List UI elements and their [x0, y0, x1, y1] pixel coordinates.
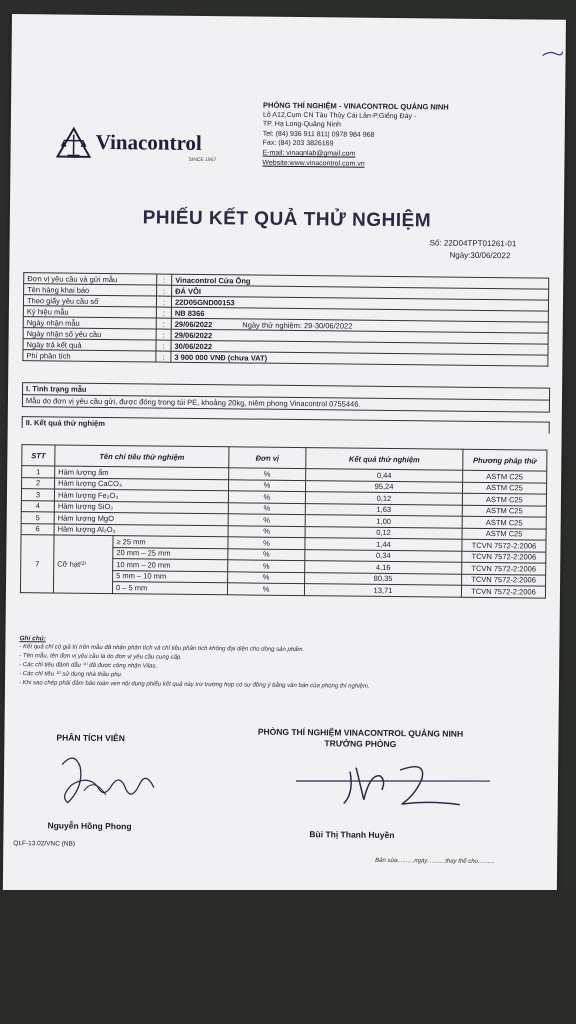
info-value: 29/06/2022 [171, 329, 548, 344]
logo-wordmark: Vinacontrol [95, 129, 202, 155]
table-row: 4 Hàm lượng SiO₂ % 1,63 ASTM C25 [21, 500, 546, 517]
table-row: 10 mm – 20 mm % 4,16 TCVN 7572-2:2006 [21, 558, 546, 575]
col-unit: Đơn vị [229, 447, 306, 469]
info-key: Đơn vị yêu cầu và gửi mẫu [24, 273, 157, 285]
lab-signature-title: PHÒNG THÍ NGHIỆM VINACONTROL QUẢNG NINH [257, 726, 464, 739]
lab-header [262, 101, 543, 171]
lab-signature-block [230, 726, 490, 751]
note-line: - Các chỉ tiêu ⁽²⁾ sử dụng nhà thầu phụ. [19, 671, 123, 679]
form-code: QLF-13.02/VNC (NB) [13, 840, 76, 848]
lab-address-2: TP. Hạ Long-Quảng Ninh [262, 120, 341, 129]
grain-size-label: Cỡ hạt⁽²⁾ [53, 535, 113, 593]
table-row: 7 Cỡ hạt⁽²⁾ ≥ 25 mm % 1,44 TCVN 7572-2:2006 [21, 535, 546, 552]
info-key: Tên hàng khai báo [24, 284, 157, 296]
analyst-name: Nguyễn Hồng Phong [47, 820, 132, 832]
sample-status-section [22, 382, 550, 413]
info-value: 3 900 000 VNĐ (chưa VAT) [171, 351, 548, 366]
info-row: Ngày nhận số yêu cầu : 29/06/2022 [23, 328, 548, 344]
info-key: Ký hiệu mẫu [23, 306, 156, 318]
lab-fax: Fax: (84) 203 3826169 [262, 140, 334, 148]
analyst-title: PHÂN TÍCH VIÊN [56, 732, 125, 744]
info-value: 22D05GND00153 [171, 296, 548, 311]
note-line: - Tên mẫu, tên đơn vị yêu cầu là do đơn vị yêu cầu cung cấp. [19, 653, 182, 661]
scale-icon [55, 126, 91, 160]
table-row: 3 Hàm lượng Fe₂O₃ % 0,12 ASTM C25 [21, 489, 546, 506]
revision-note: Bản sửa..........ngày...........thay thế cho.......... [375, 857, 495, 866]
info-key: Ngày trả kết quả [23, 339, 156, 351]
note-line: - Khi sao chép phải đảm bảo toàn vẹn nội dung phiếu kết quả này trừ trường hợp có sự đồng ý bằng văn bản của phòng thí nghiệm. [18, 680, 370, 690]
info-key: Ngày nhận số yêu cầu [23, 328, 156, 340]
vinacontrol-logo [53, 122, 253, 172]
lab-address-1: Lô A12,Cụm CN Tàu Thủy Cái Lân-P.Giếng Đáy - [262, 111, 417, 120]
info-row: Đơn vị yêu cầu và gửi mẫu : Vinacontrol Cửa Ông [24, 273, 549, 289]
info-key: Phí phân tích [23, 350, 156, 362]
col-name: Tên chỉ tiêu thử nghiệm [55, 445, 229, 468]
head-signature [290, 753, 501, 815]
lab-email: E-mail: vinaqnlab@gmail.com [262, 149, 356, 158]
table-row: 2 Hàm lượng CaCO₃ % 95,24 ASTM C25 [22, 477, 547, 494]
info-row: Ngày nhận mẫu : 29/06/2022 Ngày thử nghiệm: 29-30/06/2022 [23, 317, 548, 333]
info-table [22, 272, 549, 367]
info-value: 29/06/2022 [174, 319, 213, 329]
info-value: 30/06/2022 [171, 340, 548, 355]
note-line: - Các chỉ tiêu đánh dấu ⁽¹⁾ đã được công nhận Vilas. [19, 662, 158, 670]
info-key: Ngày nhận mẫu [23, 317, 156, 329]
lab-signature-subtitle: TRƯỞNG PHÒNG [324, 738, 397, 750]
document-title: PHIẾU KẾT QUẢ THỬ NGHIỆM [142, 207, 432, 232]
head-name: Bùi Thị Thanh Huyền [309, 829, 395, 841]
info-row: Phí phân tích : 3 900 000 VNĐ (chưa VAT) [23, 350, 548, 366]
table-row: 0 – 5 mm % 13,71 TCVN 7572-2:2006 [20, 581, 545, 598]
info-value: ĐÁ VÔI [172, 285, 549, 300]
results-heading: II. Kết quả thử nghiệm [25, 418, 105, 428]
info-row: Tên hàng khai báo : ĐÁ VÔI [24, 284, 549, 300]
background-surface [0, 890, 576, 1024]
table-row: 20 mm – 25 mm % 0,34 TCVN 7572-2:2006 [21, 546, 546, 563]
table-row: 5 Hàm lượng MgO % 1,00 ASTM C25 [21, 512, 546, 529]
notes-heading: Ghi chú: [19, 635, 46, 643]
lab-tel: Tel: (84) 936 911 811| 0978 984 968 [262, 130, 375, 139]
results-heading-box [22, 416, 550, 434]
col-stt: STT [22, 445, 55, 466]
info-row: Ký hiệu mẫu : NB 8366 [23, 306, 548, 322]
table-row: 5 mm – 10 mm % 80,35 TCVN 7572-2:2006 [21, 569, 546, 586]
table-row: 6 Hàm lượng Al₂O₃ % 0,12 ASTM C25 [21, 523, 546, 540]
info-value: Vinacontrol Cửa Ông [172, 274, 549, 289]
info-row: Ngày trả kết quả : 30/06/2022 [23, 339, 548, 355]
table-row: 1 Hàm lượng ẩm % 0,44 ASTM C25 [22, 466, 547, 483]
info-value: NB 8366 [171, 307, 548, 322]
logo-since: SINCE 1957 [188, 156, 217, 164]
col-method: Phương pháp thử [463, 449, 547, 471]
pen-mark [542, 50, 564, 58]
col-result: Kết quả thử nghiệm [306, 448, 463, 471]
note-line: - Kết quả chỉ có giá trị trên mẫu đã nhận phân tích và chỉ tiêu phân tích không đại diện cho dòng sản phẩm. [19, 644, 305, 654]
info-key: Theo giấy yêu cầu số [23, 295, 156, 307]
sample-status-body: Mẫu do đơn vị yêu cầu gửi, được đóng trong túi PE, khoảng 20kg, niêm phong Vinacontrol 0755446. [25, 396, 361, 409]
lab-name: PHÒNG THÍ NGHIỆM - VINACONTROL QUẢNG NINH [263, 100, 449, 112]
document-page [3, 14, 566, 900]
lab-website: Website:www.vinacontrol.com.vn [262, 159, 365, 168]
document-number: Số: 22D04TPT01261-01 [429, 238, 517, 249]
test-date: Ngày thử nghiệm: 29-30/06/2022 [242, 319, 353, 331]
info-row: Theo giấy yêu cầu số : 22D05GND00153 [23, 295, 548, 311]
notes [19, 634, 560, 694]
analyst-signature [54, 746, 165, 817]
document-date: Ngày:30/06/2022 [449, 250, 511, 261]
results-table [20, 444, 548, 598]
sample-status-heading: I. Tình trạng mẫu [23, 383, 549, 401]
